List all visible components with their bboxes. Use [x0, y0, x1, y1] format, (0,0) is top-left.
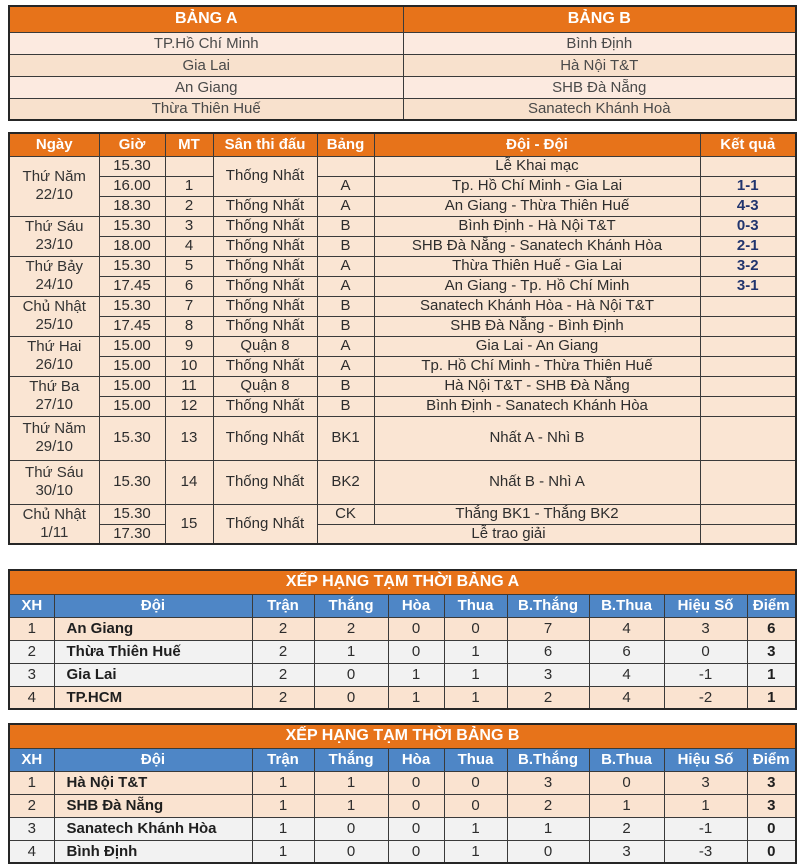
- schedule-row: [9, 236, 796, 256]
- time-cell: 15.00: [99, 376, 165, 396]
- day-cell: [9, 416, 99, 460]
- teams-cell: Bình Định - Hà Nội T&T: [374, 216, 700, 236]
- rank-cell: 4: [9, 840, 54, 863]
- played-cell: 2: [252, 640, 314, 663]
- time-cell: 15.30: [99, 296, 165, 316]
- group-cell: B: [317, 216, 374, 236]
- rank-cell: 1: [9, 771, 54, 794]
- team-cell: TP.HCM: [54, 686, 252, 709]
- venue-cell: Quận 8: [213, 336, 317, 356]
- result-cell: 3-2: [700, 256, 796, 276]
- goals-against-cell: 4: [589, 663, 664, 686]
- match-no-cell: 1: [165, 176, 213, 196]
- venue-cell: Thống Nhất: [213, 196, 317, 216]
- col-drawn: Hòa: [388, 594, 444, 617]
- schedule-row: [9, 396, 796, 416]
- goals-for-cell: 2: [507, 794, 589, 817]
- teams-cell: Lễ Khai mạc: [374, 156, 700, 176]
- col-lost: Thua: [444, 748, 507, 771]
- team-cell: Bình Định: [54, 840, 252, 863]
- result-cell: [700, 504, 796, 524]
- result-cell: [700, 396, 796, 416]
- teams-cell: Nhất A - Nhì B: [374, 416, 700, 460]
- venue-cell: Thống Nhất: [213, 256, 317, 276]
- played-cell: 1: [252, 817, 314, 840]
- goals-for-cell: 1: [507, 817, 589, 840]
- team-cell: An Giang: [54, 617, 252, 640]
- goals-for-cell: 7: [507, 617, 589, 640]
- goals-for-cell: 6: [507, 640, 589, 663]
- match-no-cell: 9: [165, 336, 213, 356]
- venue-cell: Thống Nhất: [213, 296, 317, 316]
- group-b-header: BẢNG B: [403, 6, 796, 32]
- drawn-cell: 1: [388, 663, 444, 686]
- goals-against-cell: 0: [589, 771, 664, 794]
- time-cell: 15.30: [99, 156, 165, 176]
- day-date: 23/10: [35, 236, 74, 253]
- lost-cell: 0: [444, 794, 507, 817]
- teams-cell: Nhất B - Nhì A: [374, 460, 700, 504]
- match-no-cell: 3: [165, 216, 213, 236]
- goals-against-cell: 3: [589, 840, 664, 863]
- group-a-header: BẢNG A: [9, 6, 403, 32]
- col-played: Trận: [252, 594, 314, 617]
- result-cell: [700, 524, 796, 544]
- col-goal-diff: Hiệu Số: [664, 748, 747, 771]
- goals-for-cell: 0: [507, 840, 589, 863]
- standings-row: [9, 840, 796, 863]
- col-teams: Đội - Đội: [374, 133, 700, 156]
- goals-for-cell: 2: [507, 686, 589, 709]
- schedule-row: [9, 276, 796, 296]
- team-cell: Gia Lai: [54, 663, 252, 686]
- time-cell: 15.30: [99, 416, 165, 460]
- col-drawn: Hòa: [388, 748, 444, 771]
- played-cell: 1: [252, 794, 314, 817]
- groups-row: [9, 54, 796, 76]
- group-cell: B: [317, 236, 374, 256]
- match-no-cell: 14: [165, 460, 213, 504]
- teams-cell: Tp. Hồ Chí Minh - Thừa Thiên Huế: [374, 356, 700, 376]
- venue-cell: Thống Nhất: [213, 416, 317, 460]
- groups-row: [9, 98, 796, 120]
- won-cell: 1: [314, 771, 388, 794]
- time-cell: 17.30: [99, 524, 165, 544]
- result-cell: 4-3: [700, 196, 796, 216]
- groups-header-row: [9, 6, 796, 32]
- goals-against-cell: 6: [589, 640, 664, 663]
- group-cell: BK2: [317, 460, 374, 504]
- goal-diff-cell: -2: [664, 686, 747, 709]
- played-cell: 2: [252, 617, 314, 640]
- schedule-row: [9, 176, 796, 196]
- lost-cell: 1: [444, 686, 507, 709]
- group-cell: BK1: [317, 416, 374, 460]
- teams-cell: Tp. Hồ Chí Minh - Gia Lai: [374, 176, 700, 196]
- played-cell: 2: [252, 663, 314, 686]
- won-cell: 1: [314, 794, 388, 817]
- goal-diff-cell: -3: [664, 840, 747, 863]
- venue-cell: Quận 8: [213, 376, 317, 396]
- schedule-row: [9, 196, 796, 216]
- result-cell: [700, 336, 796, 356]
- standings-header-row: [9, 594, 796, 617]
- match-no-cell: 12: [165, 396, 213, 416]
- standings-title-row: [9, 570, 796, 594]
- team-cell: Thừa Thiên Huế: [54, 640, 252, 663]
- team-cell: Hà Nội T&T: [54, 771, 252, 794]
- standings-row: [9, 617, 796, 640]
- groups-table: [8, 5, 797, 121]
- day-name: Thứ Bảy: [25, 258, 84, 275]
- match-no-cell: 4: [165, 236, 213, 256]
- goals-against-cell: 2: [589, 817, 664, 840]
- group-b-team: Hà Nội T&T: [403, 54, 796, 76]
- day-name: Chủ Nhật: [22, 298, 86, 315]
- match-no-cell: 6: [165, 276, 213, 296]
- col-day: Ngày: [9, 133, 99, 156]
- day-name: Thứ Sáu: [25, 218, 84, 235]
- result-cell: [700, 416, 796, 460]
- day-cell: [9, 504, 99, 544]
- group-b-team: SHB Đà Nẵng: [403, 76, 796, 98]
- schedule-table: [8, 132, 797, 545]
- standings-row: [9, 817, 796, 840]
- teams-cell: Thắng BK1 - Thắng BK2: [374, 504, 700, 524]
- rank-cell: 2: [9, 640, 54, 663]
- goals-for-cell: 3: [507, 771, 589, 794]
- time-cell: 15.00: [99, 336, 165, 356]
- standings-b-title: XẾP HẠNG TẠM THỜI BẢNG B: [9, 724, 796, 748]
- col-rank: XH: [9, 748, 54, 771]
- schedule-row: [9, 504, 796, 524]
- day-date: 30/10: [35, 482, 74, 499]
- venue-cell: Thống Nhất: [213, 236, 317, 256]
- teams-cell: An Giang - Tp. Hồ Chí Minh: [374, 276, 700, 296]
- drawn-cell: 0: [388, 640, 444, 663]
- venue-cell: Thống Nhất: [213, 460, 317, 504]
- lost-cell: 1: [444, 640, 507, 663]
- teams-cell: Bình Định - Sanatech Khánh Hòa: [374, 396, 700, 416]
- col-points: Điểm: [747, 748, 796, 771]
- match-no-cell: [165, 156, 213, 176]
- points-cell: 3: [747, 771, 796, 794]
- group-cell: A: [317, 196, 374, 216]
- drawn-cell: 0: [388, 794, 444, 817]
- group-cell: B: [317, 396, 374, 416]
- time-cell: 15.00: [99, 396, 165, 416]
- col-team: Đội: [54, 748, 252, 771]
- teams-cell: SHB Đà Nẵng - Sanatech Khánh Hòa: [374, 236, 700, 256]
- standings-a-title: XẾP HẠNG TẠM THỜI BẢNG A: [9, 570, 796, 594]
- match-no-cell: 7: [165, 296, 213, 316]
- goals-against-cell: 4: [589, 617, 664, 640]
- day-name: Thứ Năm: [22, 168, 86, 185]
- day-cell: [9, 216, 99, 256]
- day-date: 29/10: [35, 438, 74, 455]
- won-cell: 0: [314, 686, 388, 709]
- venue-cell: Thống Nhất: [213, 504, 317, 544]
- venue-cell: Thống Nhất: [213, 156, 317, 196]
- col-won: Thắng: [314, 748, 388, 771]
- group-cell: CK: [317, 504, 374, 524]
- time-cell: 16.00: [99, 176, 165, 196]
- col-result: Kết quả: [700, 133, 796, 156]
- schedule-row: [9, 216, 796, 236]
- drawn-cell: 0: [388, 617, 444, 640]
- goal-diff-cell: 0: [664, 640, 747, 663]
- standings-row: [9, 686, 796, 709]
- goals-against-cell: 1: [589, 794, 664, 817]
- group-cell: A: [317, 336, 374, 356]
- won-cell: 2: [314, 617, 388, 640]
- lost-cell: 1: [444, 817, 507, 840]
- group-cell: A: [317, 356, 374, 376]
- day-date: 1/11: [40, 523, 69, 541]
- group-b-team: Bình Định: [403, 32, 796, 54]
- match-no-cell: 13: [165, 416, 213, 460]
- rank-cell: 4: [9, 686, 54, 709]
- group-cell: B: [317, 316, 374, 336]
- match-no-cell: 11: [165, 376, 213, 396]
- col-time: Giờ: [99, 133, 165, 156]
- match-no-cell: 5: [165, 256, 213, 276]
- played-cell: 1: [252, 840, 314, 863]
- teams-cell: Thừa Thiên Huế - Gia Lai: [374, 256, 700, 276]
- goal-diff-cell: -1: [664, 663, 747, 686]
- match-no-cell: 15: [165, 504, 213, 544]
- result-cell: [700, 296, 796, 316]
- col-rank: XH: [9, 594, 54, 617]
- day-date: 26/10: [35, 356, 74, 373]
- goal-diff-cell: 1: [664, 794, 747, 817]
- standings-title-row: [9, 724, 796, 748]
- group-cell: [317, 156, 374, 176]
- col-won: Thắng: [314, 594, 388, 617]
- col-group: Bảng: [317, 133, 374, 156]
- venue-cell: Thống Nhất: [213, 216, 317, 236]
- result-cell: 3-1: [700, 276, 796, 296]
- time-cell: 15.30: [99, 504, 165, 524]
- col-mt: MT: [165, 133, 213, 156]
- standings-row: [9, 771, 796, 794]
- time-cell: 15.30: [99, 216, 165, 236]
- group-b-team: Sanatech Khánh Hoà: [403, 98, 796, 120]
- match-no-cell: 2: [165, 196, 213, 216]
- group-cell: B: [317, 296, 374, 316]
- result-cell: [700, 356, 796, 376]
- day-date: 24/10: [35, 276, 74, 293]
- goal-diff-cell: 3: [664, 771, 747, 794]
- result-cell: [700, 156, 796, 176]
- groups-row: [9, 32, 796, 54]
- drawn-cell: 1: [388, 686, 444, 709]
- rank-cell: 3: [9, 663, 54, 686]
- day-cell: [9, 156, 99, 216]
- group-a-team: An Giang: [9, 76, 403, 98]
- day-name: Thứ Năm: [22, 420, 86, 437]
- rank-cell: 3: [9, 817, 54, 840]
- day-name: Thứ Ba: [29, 378, 80, 395]
- day-name: Thứ Sáu: [25, 464, 84, 481]
- match-no-cell: 10: [165, 356, 213, 376]
- schedule-row: [9, 256, 796, 276]
- day-cell: [9, 336, 99, 376]
- points-cell: 1: [747, 686, 796, 709]
- schedule-row: [9, 356, 796, 376]
- venue-cell: Thống Nhất: [213, 316, 317, 336]
- schedule-row: [9, 460, 796, 504]
- standings-row: [9, 794, 796, 817]
- schedule-row: [9, 416, 796, 460]
- standings-row: [9, 663, 796, 686]
- result-cell: 0-3: [700, 216, 796, 236]
- col-points: Điểm: [747, 594, 796, 617]
- goals-against-cell: 4: [589, 686, 664, 709]
- schedule-row: [9, 376, 796, 396]
- lost-cell: 0: [444, 617, 507, 640]
- team-cell: SHB Đà Nẵng: [54, 794, 252, 817]
- day-date: 25/10: [35, 316, 74, 333]
- won-cell: 0: [314, 663, 388, 686]
- goals-for-cell: 3: [507, 663, 589, 686]
- group-a-team: Gia Lai: [9, 54, 403, 76]
- result-cell: [700, 316, 796, 336]
- schedule-row: [9, 524, 796, 544]
- played-cell: 1: [252, 771, 314, 794]
- result-cell: [700, 376, 796, 396]
- col-goals-for: B.Thắng: [507, 748, 589, 771]
- day-date: 27/10: [35, 396, 74, 413]
- day-cell: [9, 256, 99, 296]
- points-cell: 6: [747, 617, 796, 640]
- goal-diff-cell: 3: [664, 617, 747, 640]
- col-goal-diff: Hiệu Số: [664, 594, 747, 617]
- drawn-cell: 0: [388, 840, 444, 863]
- col-goals-against: B.Thua: [589, 748, 664, 771]
- won-cell: 0: [314, 840, 388, 863]
- result-cell: 2-1: [700, 236, 796, 256]
- col-venue: Sân thi đấu: [213, 133, 317, 156]
- time-cell: 15.30: [99, 460, 165, 504]
- col-lost: Thua: [444, 594, 507, 617]
- rank-cell: 2: [9, 794, 54, 817]
- schedule-row: [9, 156, 796, 176]
- played-cell: 2: [252, 686, 314, 709]
- groups-row: [9, 76, 796, 98]
- result-cell: [700, 460, 796, 504]
- schedule-row: [9, 296, 796, 316]
- schedule-row: [9, 336, 796, 356]
- points-cell: 0: [747, 817, 796, 840]
- day-cell: [9, 296, 99, 336]
- day-cell: [9, 460, 99, 504]
- teams-cell: SHB Đà Nẵng - Bình Định: [374, 316, 700, 336]
- day-name: Chủ Nhật: [22, 505, 86, 523]
- standings-table-a: [8, 569, 797, 710]
- standings-table-b: [8, 723, 797, 864]
- time-cell: 17.45: [99, 276, 165, 296]
- group-cell: A: [317, 256, 374, 276]
- day-cell: [9, 376, 99, 416]
- lost-cell: 1: [444, 663, 507, 686]
- group-cell: B: [317, 376, 374, 396]
- col-goals-for: B.Thắng: [507, 594, 589, 617]
- group-cell: A: [317, 176, 374, 196]
- group-a-team: Thừa Thiên Huế: [9, 98, 403, 120]
- team-cell: Sanatech Khánh Hòa: [54, 817, 252, 840]
- drawn-cell: 0: [388, 771, 444, 794]
- group-cell: A: [317, 276, 374, 296]
- won-cell: 1: [314, 640, 388, 663]
- points-cell: 3: [747, 794, 796, 817]
- standings-row: [9, 640, 796, 663]
- lost-cell: 0: [444, 771, 507, 794]
- time-cell: 17.45: [99, 316, 165, 336]
- lost-cell: 1: [444, 840, 507, 863]
- venue-cell: Thống Nhất: [213, 356, 317, 376]
- goal-diff-cell: -1: [664, 817, 747, 840]
- rank-cell: 1: [9, 617, 54, 640]
- points-cell: 0: [747, 840, 796, 863]
- match-no-cell: 8: [165, 316, 213, 336]
- day-name: Thứ Hai: [27, 338, 82, 355]
- result-cell: 1-1: [700, 176, 796, 196]
- won-cell: 0: [314, 817, 388, 840]
- teams-cell: Lễ trao giải: [317, 524, 700, 544]
- col-played: Trận: [252, 748, 314, 771]
- drawn-cell: 0: [388, 817, 444, 840]
- venue-cell: Thống Nhất: [213, 396, 317, 416]
- time-cell: 15.30: [99, 256, 165, 276]
- col-goals-against: B.Thua: [589, 594, 664, 617]
- col-team: Đội: [54, 594, 252, 617]
- points-cell: 3: [747, 640, 796, 663]
- teams-cell: Sanatech Khánh Hòa - Hà Nội T&T: [374, 296, 700, 316]
- points-cell: 1: [747, 663, 796, 686]
- schedule-row: [9, 316, 796, 336]
- group-a-team: TP.Hồ Chí Minh: [9, 32, 403, 54]
- teams-cell: Hà Nội T&T - SHB Đà Nẵng: [374, 376, 700, 396]
- teams-cell: An Giang - Thừa Thiên Huế: [374, 196, 700, 216]
- time-cell: 18.00: [99, 236, 165, 256]
- day-date: 22/10: [35, 186, 74, 203]
- time-cell: 15.00: [99, 356, 165, 376]
- teams-cell: Gia Lai - An Giang: [374, 336, 700, 356]
- venue-cell: Thống Nhất: [213, 276, 317, 296]
- standings-header-row: [9, 748, 796, 771]
- schedule-header-row: [9, 133, 796, 156]
- time-cell: 18.30: [99, 196, 165, 216]
